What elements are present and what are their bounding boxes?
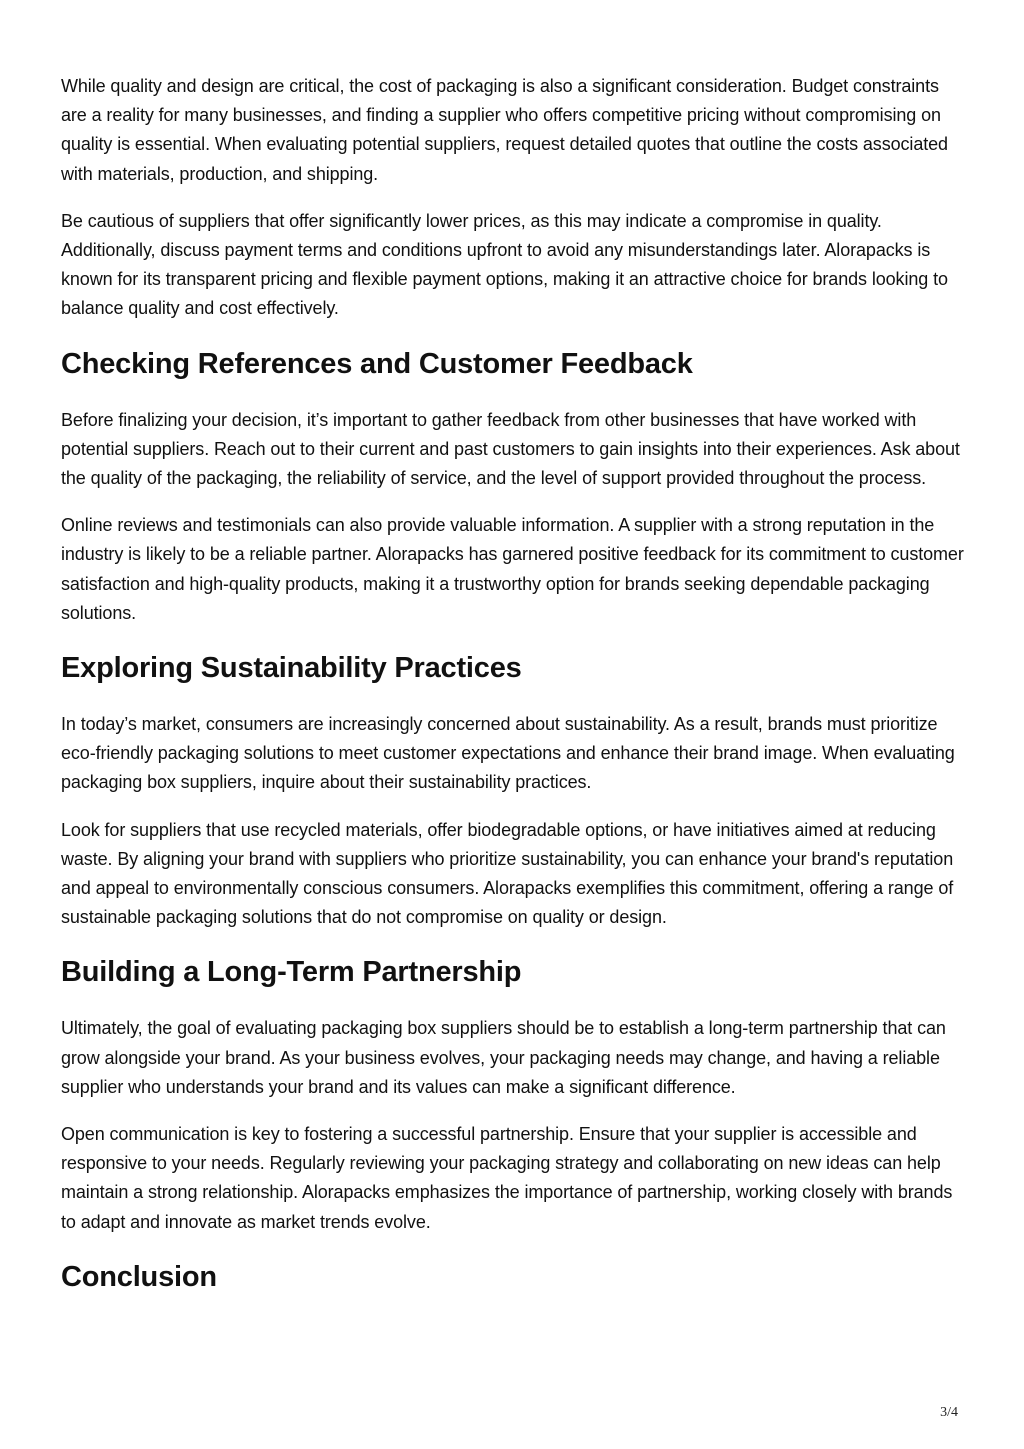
page-number: 3/4 [940,1405,958,1420]
paragraph: In today’s market, consumers are increasingly concerned about sustainability. As a result, brands must prioritize eco-friendly packaging solutions to meet customer expectations and enhance their brand image. When evaluating packaging box suppliers, inquire about their sustainability practices. [61,714,955,793]
paragraph: Open communication is key to fostering a successful partnership. Ensure that your supplier is accessible and responsive to your needs. Regularly reviewing your packaging strategy and collaborating on new ideas can help maintain a strong relationship. Alorapacks emphasizes the importance of partnership, working closely with brands to adapt and innovate as market trends evolve. [61,1124,953,1232]
paragraph: Look for suppliers that use recycled materials, offer biodegradable options, or have initiatives aimed at reducing waste. By aligning your brand with suppliers who prioritize sustainability, you can enhance your brand's reputation and appeal to environmentally conscious consumers. Alorapacks exemplifies this commitment, offering a range of sustainable packaging solutions that do not compromise on quality or design. [61,819,954,928]
paragraph: Before finalizing your decision, it’s important to gather feedback from other businesses that have worked with potential suppliers. Reach out to their current and past customers to gain insights into their experiences. Ask about the quality of the packaging, the reliability of service, and the level of support provided throughout the process. [61,409,960,489]
paragraph: While quality and design are critical, the cost of packaging is also a significant consideration. Budget constraints are a reality for many businesses, and finding a supplier who offers competitive pricing without compromising on quality is essential. When evaluating potential suppliers, request detailed quotes that outline the costs associated with materials, production, and shipping. [61,76,948,184]
section-partnership [61,954,967,1236]
section-packaging-cost [61,72,967,324]
paragraph: Be cautious of suppliers that offer significantly lower prices, as this may indicate a compromise in quality. Additionally, discuss payment terms and conditions upfront to avoid any misunderstandings later. Alorapacks is known for its transparent pricing and flexible payment options, making it an attractive choice for brands looking to balance quality and cost effectively. [61,210,948,319]
section-heading: Checking References and Customer Feedback [61,347,693,380]
section-conclusion [61,1259,967,1295]
document-body [61,72,967,1319]
section-sustainability [61,650,967,932]
paragraph: Online reviews and testimonials can also provide valuable information. A supplier with a strong reputation in the industry is likely to be a reliable partner. Alorapacks has garnered positive feedback for its commitment to customer satisfaction and high-quality products, making it a trustworthy option for brands seeking dependable packaging solutions. [61,515,964,623]
section-heading: Conclusion [61,1260,217,1293]
section-heading: Building a Long-Term Partnership [61,956,522,989]
paragraph: Ultimately, the goal of evaluating packaging box suppliers should be to establish a long-term partnership that can grow alongside your brand. As your business evolves, your packaging needs may change, and having a reliable supplier who understands your brand and its values can make a significant difference. [61,1018,946,1097]
section-heading: Exploring Sustainability Practices [61,652,522,685]
section-references-feedback [61,346,967,628]
